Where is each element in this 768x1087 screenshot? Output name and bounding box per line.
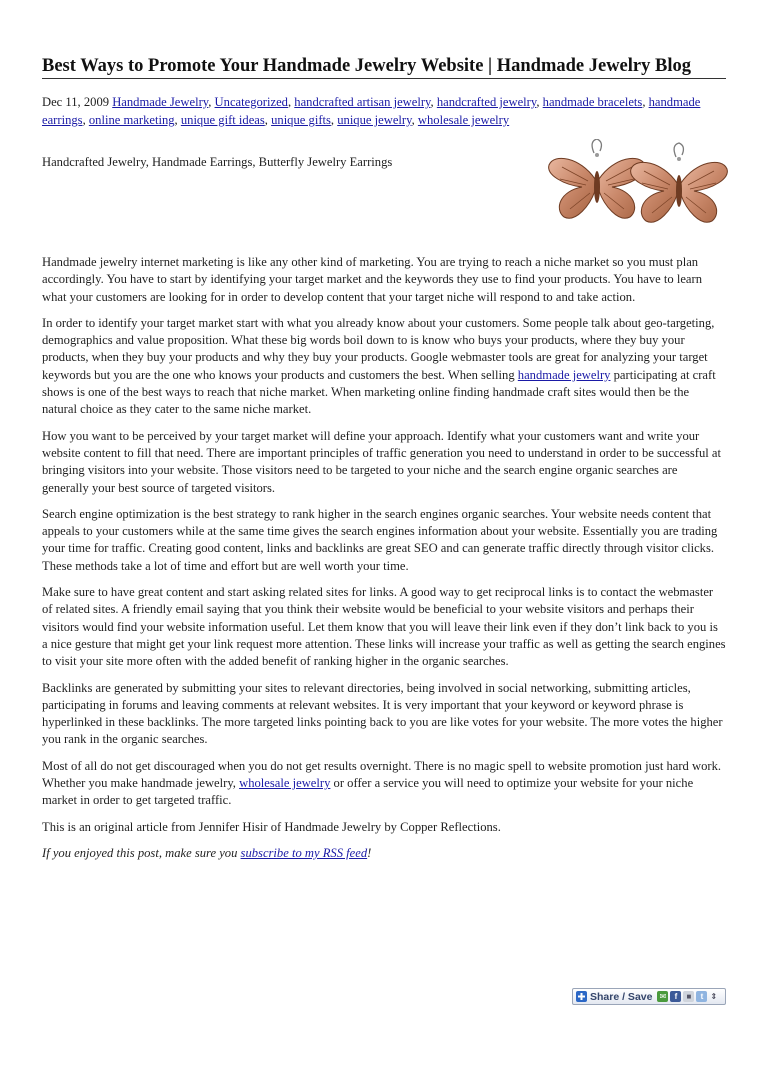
handmade-jewelry-link[interactable]: handmade jewelry — [517, 367, 611, 382]
butterfly-earrings-image — [542, 139, 732, 239]
email-icon: ✉ — [657, 991, 668, 1002]
paragraph-text: If you enjoyed this post, make sure you — [42, 845, 241, 860]
paragraph — [42, 758, 726, 810]
paragraph: How you want to be perceived by your target market will define your approach. Identify what your customers want and write your website content to fill that need. There are important principles of traffic generation you need to understand in order to be successful at bringing visitors into your website. Those visitors need to be targeted to your niche and the search engine organic searches are generally your best source of targeted visitors. — [42, 428, 722, 495]
tag-link[interactable]: online marketing — [88, 113, 175, 127]
paragraph-text: ! — [367, 845, 372, 860]
paragraph-text: Most of all do not get discouraged when you do not get results overnight. There is no magic spell to website promotion just hard work. Whether you make handmade jewelry, — [42, 758, 722, 791]
tag-link[interactable]: unique gifts — [271, 113, 331, 127]
tag-link[interactable]: unique gift ideas — [180, 113, 265, 127]
paragraph: Search engine optimization is the best strategy to rank higher in the search engines organic searches. Your website needs content that appeals to your customers while at the same time gives the search engines information about your website. Essentially you are trading your time for traffic. Creating good content, links and backlinks are great SEO and can generate traffic directly through visitor clicks. These methods take a lot of time and effort but are well worth your time. — [42, 506, 718, 573]
paragraph-text: or offer a service you will need to optimize your website for your niche market in order to get targeted traffic. — [42, 776, 694, 808]
paragraph: This is an original article from Jennifer Hisir of Handmade Jewelry by Copper Reflections. — [42, 819, 501, 834]
tag-link[interactable]: Uncategorized — [214, 95, 288, 109]
paragraph: Make sure to have great content and start asking related sites for links. A good way to get reciprocal links is to contact the webmaster of related sites. A friendly email saying that you think their website would be beneficial to your website visitors and perhaps their visitors would find your website information useful. Let them know that you will leave their link even if they don’t link back to you is a nice gesture that might get your link request more attention. These links will increase your traffic as well as getting the search engines to visit your site more often with the added benefit of ranking higher in the organic searches. — [42, 585, 726, 669]
rss-paragraph — [42, 845, 726, 862]
post-meta: Dec 11, 2009 Handmade Jewelry, Uncategorized, handcrafted artisan jewelry, handcrafted jewelry, handmade bracelets, handmade earrings, online marketing, unique gift ideas, unique gifts, unique jewelry, wholesale jewelry — [42, 95, 701, 127]
page-title: Best Ways to Promote Your Handmade Jewelry Website | Handmade Jewelry Blog — [42, 55, 726, 79]
tag-link[interactable]: handcrafted jewelry — [436, 95, 537, 109]
tag-link[interactable]: handmade earrings — [42, 95, 701, 127]
facebook-icon: f — [670, 991, 681, 1002]
paragraph: Backlinks are generated by submitting your sites to relevant directories, being involved in social networking, submitting articles, participating in forums and leaving comments at relevant websites. It is very important that your keyword or keyword phrase is hyperlinked in these backlinks. The more targeted links pointing back to you are like votes for your website. The more votes the higher you rank in the organic searches. — [42, 680, 723, 747]
tag-link[interactable]: handcrafted artisan jewelry — [294, 95, 431, 109]
post-date: Dec 11, 2009 — [42, 95, 110, 109]
earring-left — [549, 139, 646, 218]
chevron-down-icon: ⇕ — [710, 992, 718, 1001]
earring-right — [631, 143, 728, 222]
paragraph-text: participating at craft shows is one of the best ways to reach that niche market. When marketing online finding handmade craft sites would then be the natural choice as they cater to the same niche market. — [42, 367, 716, 417]
paragraph — [42, 315, 726, 419]
twitter-icon: t — [696, 991, 707, 1002]
paragraph: Handmade jewelry internet marketing is like any other kind of marketing. You are trying to reach a niche market so you must plan accordingly. You have to start by identifying your target market and the keywords they use to find your products. You have to learn what your customers are looking for in order to develop content that your target niche will respond to and take action. — [42, 255, 702, 304]
intro-text: Handcrafted Jewelry, Handmade Earrings, Butterfly Jewelry Earrings — [42, 155, 393, 169]
article — [42, 55, 726, 871]
tag-link[interactable]: handmade bracelets — [542, 95, 643, 109]
delicious-icon: ■ — [683, 991, 694, 1002]
share-label: Share / Save — [590, 990, 653, 1003]
wholesale-jewelry-link[interactable]: wholesale jewelry — [239, 776, 331, 791]
tag-link[interactable]: unique jewelry — [337, 113, 412, 127]
paragraph-text: In order to identify your target market start with what you already know about your customers. Some people talk about geo-targeting, demographics and value proposition. What these big words boil down to is know who buys your products, where they buy your products, when they buy your products and why they buy your products. Google webmaster tools are great for analyzing your target keywords but you are the one who knows your products and customers the best. When selling — [42, 315, 715, 382]
rss-feed-link[interactable]: subscribe to my RSS feed — [240, 845, 368, 860]
share-save-button[interactable] — [572, 988, 726, 1005]
intro-row — [42, 153, 726, 245]
article-body — [42, 254, 726, 862]
share-icon — [576, 991, 587, 1002]
tag-link[interactable]: wholesale jewelry — [417, 113, 510, 127]
tag-link[interactable]: Handmade Jewelry — [112, 95, 209, 109]
